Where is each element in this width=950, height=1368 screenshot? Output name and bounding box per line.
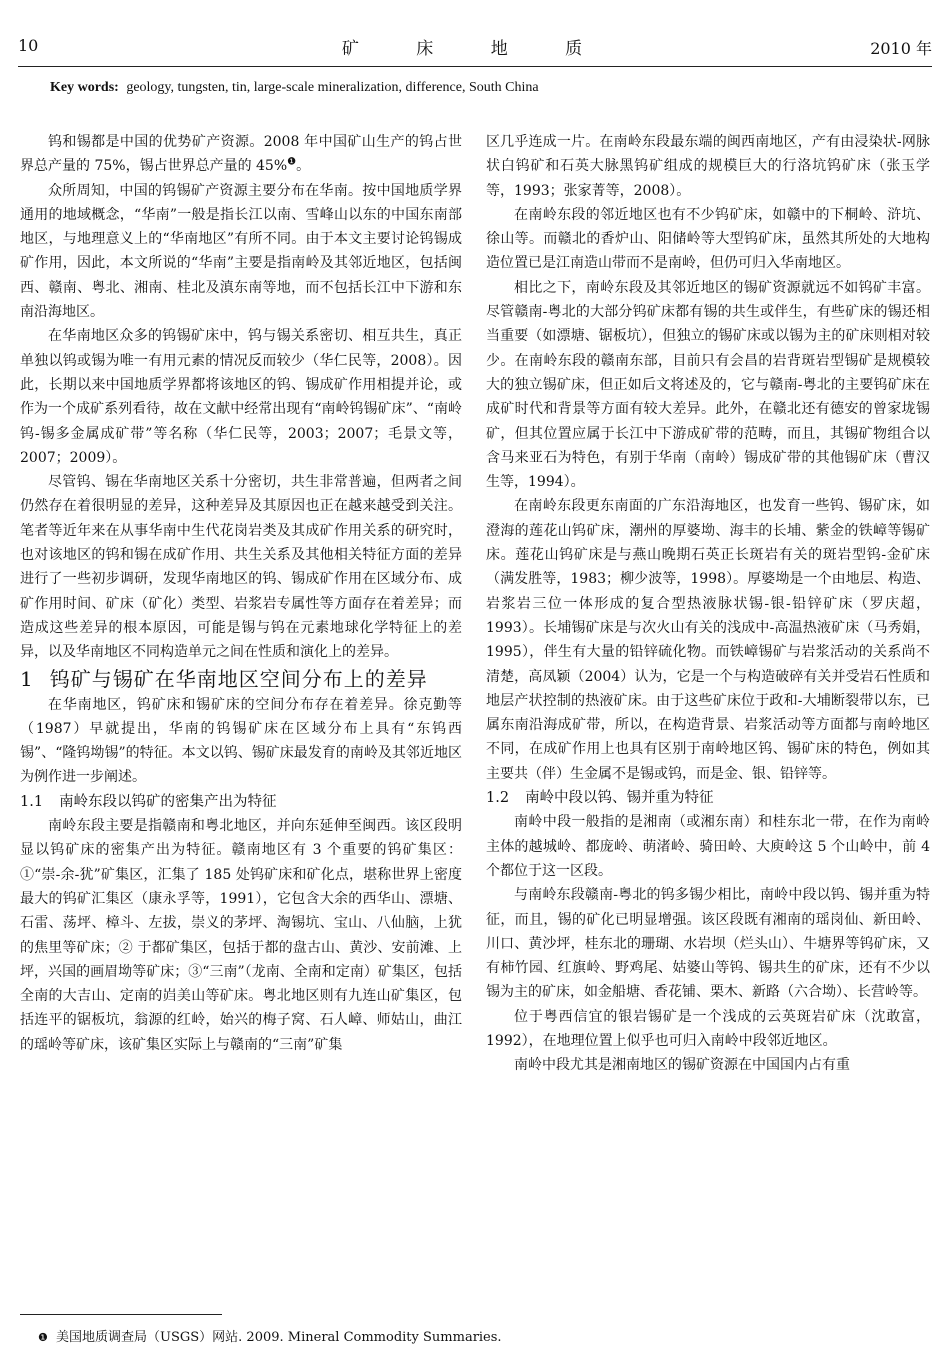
header-rule: [18, 66, 932, 67]
paragraph: 在南岭东段更东南面的广东沿海地区，也发育一些钨、锡矿床，如澄海的莲花山钨矿床，潮州的厚婆坳、海丰的长埔、紫金的铁嶂等锡矿床。莲花山钨矿床是与燕山晚期石英正长斑岩有关的斑岩型钨-金矿床（满发胜等，1983；柳少波等，1998）。厚婆坳是一个由地层、构造、岩浆岩三位一体形成的复合型热液脉状锡-银-铅锌矿床（罗庆超，1993）。长埔锡矿床是与次火山有关的浅成中-高温热液矿床（马秀娟，1995），伴生有大量的铅锌硫化物。而铁嶂锡矿与岩浆活动的关系尚不清楚，高凤颖（2004）认为，它是一个与构造破碎有关并受岩石性质和地层产状控制的热液矿床。由于这些矿床位于政和-大埔断裂带以东，已属东南沿海成矿带，所以，在构造背景、岩浆活动等方面都与南岭地区不同，在成矿作用上也具有区别于南岭地区钨、锡矿床的特色，例如其主要共（伴）生金属不是锡或钨，而是金、银、铅锌等。: [486, 498, 930, 782]
paragraph: 与南岭东段赣南-粤北的钨多锡少相比，南岭中段以钨、锡并重为特征，而且，锡的矿化已明显增强。该区段既有湘南的瑶岗仙、新田岭、川口、黄沙坪，桂东北的珊瑚、水岩坝（烂头山）、牛塘界等钨矿床，又有柿竹园、红旗岭、野鸡尾、姑婆山等钨、锡共生的矿床，还有不少以锡为主的矿床，如金船塘、香花铺、栗木、新路（六合坳）、长营岭等。: [486, 887, 930, 1001]
paragraph: 钨和锡都是中国的优势矿产资源。2008 年中国矿山生产的钨占世界总产量的 75%，锡占世界总产量的 45%$^❶$。: [20, 134, 462, 175]
publication-year: 2010 年: [870, 39, 932, 58]
footnote: [38, 1326, 502, 1345]
paragraph: 在华南地区众多的钨锡矿床中，钨与锡关系密切、相互共生，真正单独以钨或锡为唯一有用元素的情况反而较少（华仁民等，2008）。因此，长期以来中国地质学界都将该地区的钨、锡成矿作用相提并论，或作为一个成矿系列看待，故在文献中经常出现有“南岭钨锡矿床”、“南岭钨-锡多金属成矿带”等名称（华仁民等，2003；2007；毛景文等，2007；2009）。: [20, 328, 462, 466]
paragraph: 众所周知，中国的钨锡矿产资源主要分布在华南。按中国地质学界通用的地域概念，“华南”一般是指长江以南、雪峰山以东的中国东南部地区，与地理意义上的“华南地区”有所不同。由于本文主要讨论钨锡成矿作用，因此，本文所说的“华南”主要是指南岭及其邻近地区，包括闽西、赣南、粤北、湘南、桂北及滇东南等地，而不包括长江中下游和东南沿海地区。: [20, 182, 462, 321]
paragraph: 在华南地区，钨矿床和锡矿床的空间分布存在着差异。徐克勤等（1987）早就提出，华南的钨锡矿床在区域分布上具有“东钨西锡”、“隆钨坳锡”的特征。本文以钨、锡矿床最发育的南岭及其邻近地区为例作进一步阐述。: [20, 696, 462, 786]
paragraph: 尽管钨、锡在华南地区关系十分密切，共生非常普遍，但两者之间仍然存在着很明显的差异，这种差异及其原因也正在越来越受到关注。笔者等近年来在从事华南中生代花岗岩类及其成矿作用关系的研究时，也对该地区的钨和锡在成矿作用、共生关系及其他相关特征方面的差异进行了一些初步调研，发现华南地区的钨、锡成矿作用在区域分布、成矿作用时间、矿床（矿化）类型、岩浆岩专属性等方面存在着差异；而造成这些差异的根本原因，可能是锡与钨在元素地球化学特征上的差异，以及华南地区不同构造单元之间在性质和演化上的差异。: [20, 474, 462, 661]
footnote-ref-mark: ❶: [287, 156, 297, 168]
keywords-text: geology, tungsten, tin, large-scale mineralization, difference, South China: [126, 80, 539, 95]
paragraph: 在南岭东段的邻近地区也有不少钨矿床，如赣中的下桐岭、浒坑、徐山等。而赣北的香炉山、阳储岭等大型钨矿床，虽然其所处的大地构造位置已是江南造山带而不是南岭，但仍可归入华南地区。: [486, 206, 930, 272]
paragraph: 位于粤西信宜的银岩锡矿是一个浅成的云英斑岩矿床（沈敢富，1992），在地理位置上似乎也可归入南岭中段邻近地区。: [486, 1008, 930, 1049]
keywords-label: Key words:: [50, 80, 119, 95]
footnote-text: 美国地质调查局（USGS）网站. 2009. Mineral Commodity Summaries.: [56, 1330, 502, 1345]
paragraph: 相比之下，南岭东段及其邻近地区的锡矿资源就远不如钨矿丰富。尽管赣南-粤北的大部分钨矿床都有锡的共生或伴生，有些矿床的锡还相当重要（如漂塘、锯板坑），但独立的锡矿床或以锡为主的矿床则相对较少。在南岭东段的赣南东部，目前只有会昌的岩背斑岩型锡矿是规模较大的独立锡矿床，但正如后文将述及的，它与赣南-粤北的主要钨矿床在成矿时代和背景等方面有较大差异。此外，在赣北还有德安的曾家垅锡矿，但其位置应属于长江中下游成矿带的范畴，而且，其锡矿物组合以含马来亚石为特色，有别于华南（南岭）锡成矿带的其他锡矿床（曹汉生等，1994）。: [486, 279, 930, 491]
journal-title: 矿 床 地 质: [341, 39, 609, 59]
footnote-rule: [20, 1314, 222, 1315]
subsection-heading: 1.2 南岭中段以钨、锡并重为特征: [486, 790, 714, 807]
paragraph: 南岭中段一般指的是湘南（或湘东南）和桂东北一带，在作为南岭主体的越城岭、都庞岭、萌渚岭、骑田岭、大庾岭这 5 个山岭中，前 4 个都位于这一区段。: [486, 814, 930, 879]
section-heading: 1 钨矿与锡矿在华南地区空间分布上的差异: [20, 666, 428, 691]
footnote-mark: ❶: [38, 1331, 48, 1344]
running-header: [18, 28, 932, 64]
subsection-heading: 1.1 南岭东段以钨矿的密集产出为特征: [20, 793, 277, 810]
paragraph: 南岭中段尤其是湘南地区的锡矿资源在中国国内占有重: [514, 1057, 850, 1074]
paragraph: 南岭东段主要是指赣南和粤北地区，并向东延伸至闽西。该区段明显以钨矿床的密集产出为特征。赣南地区有 3 个重要的钨矿集区：①“崇-余-犹”矿集区，汇集了 185 处钨矿床和矿化点，堪称世界上密度最大的钨矿汇集区（康永孚等，1991），它包含大余的西华山、漂塘、石雷、荡坪、樟斗、左拔，崇义的茅坪、淘锡坑、宝山、八仙脑，上犹的焦里等矿床；② 于都矿集区，包括于都的盘古山、黄沙、安前滩、上坪，兴国的画眉坳等矿床；③“三南”（龙南、全南和定南）矿集区，包括全南的大吉山、定南的岿美山等矿床。粤北地区则有九连山矿集区，包括连平的锯板坑，翁源的红岭，始兴的梅子窝、石人嶂、师姑山，曲江的瑶岭等矿床，该矿集区实际上与赣南的“三南”矿集: [20, 818, 462, 1053]
left-column: [20, 130, 462, 1057]
page-number: 10: [18, 36, 39, 55]
keywords-line: [50, 80, 910, 96]
paragraph-continued: 区几乎连成一片。在南岭东段最东端的闽西南地区，产有由浸染状-网脉状白钨矿和石英大脉黑钨矿组成的规模巨大的行洛坑钨矿床（张玉学等，1993；张家菁等，2008）。: [486, 134, 930, 199]
right-column: [486, 130, 930, 1078]
